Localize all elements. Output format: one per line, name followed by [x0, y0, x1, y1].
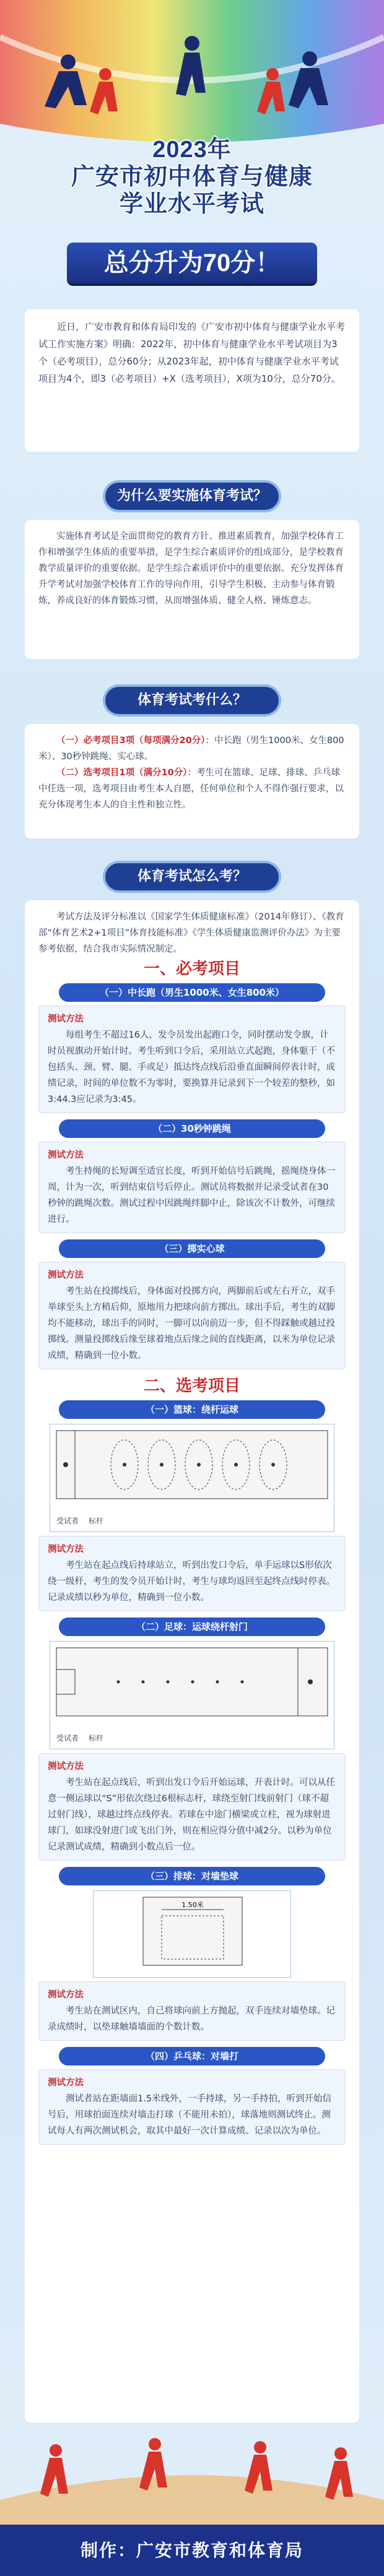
sub-football-text: 考生站在起点线后，听到出发口令后开始运球，开表计时。可以从任意一侧运球以“S”形依次绕过6根标志杆，球绕至射门线前射门（球不超过射门线），球越过终点线停表。若球在中途门横梁或立柱，视为球射进球门，如球没射进门或飞出门外，则在相应得分值中减2分。以秒为单位记录测试成绩，精确到小数点后一位。 [48, 1778, 335, 1852]
sub-rope-card [38, 1142, 346, 1233]
sub-run-card [38, 1006, 346, 1113]
sub-football-title: （二）足球：运球绕杆射门 [59, 1618, 325, 1636]
section-why-title: 为什么要实施体育考试？ [105, 483, 279, 510]
football-diagram [50, 1641, 334, 1749]
section-what-title: 体育考试考什么？ [105, 687, 279, 714]
sub-football-method: 测试方法 [48, 1762, 84, 1772]
sub-volleyball-text: 考生站在测试区内，自己将球向前上方抛起，双手连续对墙垫球。记录成绩时，以垫球触墙墙面的个数计数。 [48, 2006, 335, 2032]
runners-footer-graphic [0, 2426, 384, 2531]
sub-volleyball-method: 测试方法 [48, 1990, 84, 2000]
elective-label: （二）选考项目1项（满分10分） [56, 768, 188, 778]
title-year: 2023年 [152, 137, 232, 163]
sub-ball-card [38, 1262, 346, 1369]
sub-rope-title: （二）30秒钟跳绳 [59, 1119, 325, 1138]
required-label: （一）必考项目3项（每项满分20分） [56, 736, 206, 746]
sub-basketball-text: 考生站在起点线后持球站立，听到出发口令后，单手运球以S形依次绕一级杆，考生的发令员开始计时，考生与球均返回至起终点线时停表。记录成绩以秒为单位，精确到一位小数。 [48, 1561, 335, 1603]
legend-pole-2: 标杆 [89, 1734, 104, 1742]
footer-credit: 制作：广安市教育和体育局 [0, 2525, 384, 2576]
legend-player-2: 受试者 [56, 1734, 79, 1742]
basketball-court-svg [50, 1424, 334, 1505]
sub-run-title: （一）中长跑（男生1000米、女生800米） [59, 983, 325, 1002]
section-why-box [25, 520, 359, 659]
sub-basketball-card [38, 1536, 346, 1611]
sub-rope-text: 考生持绳的长短调至适宜长度，听到开始信号后跳绳，摇绳绕身体一周，计为一次，听到结束信号后停止。测试员将数据并记录受试者在30秒钟的跳绳次数。测试过程中因跳绳绊脚中止，除该次不计数外，可继续进行。 [48, 1166, 335, 1225]
sub-football-card [38, 1753, 346, 1861]
elective-items [38, 765, 346, 813]
sub-run-method: 测试方法 [48, 1014, 84, 1024]
volleyball-wall-svg [94, 1891, 290, 1971]
header-title [0, 136, 384, 218]
legend-pole: 标杆 [89, 1517, 104, 1525]
required-part-title: 一、必考项目 [143, 960, 240, 978]
title-line-1: 广安市初中体育与健康 [71, 164, 313, 190]
volleyball-diagram [93, 1890, 291, 1978]
sub-pingpong-title: （四）乒乓球：对墙打 [59, 2047, 325, 2066]
sub-ball-text: 考生站在投掷线后，身体面对投掷方向，两脚前后或左右开立，双手举球至头上方稍后仰，原地用力把球向前方掷出。球出手后，考生的双脚均不能移动，球出手的同时，一脚可以向前迈一步，但不得踩触或越过投掷线。测量投掷线后缘至球着地点后缘之间的直线距离，以米为单位记录成绩，精确到一位小数。 [48, 1286, 335, 1361]
volleyball-measure-label: 1.50米 [181, 1901, 204, 1909]
basketball-legend [50, 1510, 334, 1531]
section-how-box [25, 900, 359, 2423]
required-text: ：中长跑（男生1000米、女生800米）、30秒钟跳绳、实心球。 [38, 736, 344, 762]
sub-volleyball-title: （三）排球：对墙垫球 [59, 1867, 325, 1885]
sub-rope-method: 测试方法 [48, 1150, 84, 1160]
sub-pingpong-text: 测试者站在距墙面1.5米线外，一手持球，另一手持拍，听到开始信号后，用球拍面连续对墙击打球（不能用未拍），球落地则测试终止。测试每人有两次测试机会，取其中最好一次计算成绩。记录以次为单位。 [48, 2094, 332, 2136]
elective-part-title: 二、选考项目 [143, 1377, 240, 1395]
football-field-svg [50, 1642, 334, 1722]
sub-ball-method: 测试方法 [48, 1270, 84, 1280]
sub-ball-title: （三）掷实心球 [59, 1239, 325, 1258]
section-how-title: 体育考试怎么考？ [105, 863, 279, 890]
section-how-text: 考试方法及评分标准以《国家学生体质健康标准》（2014年修订）、《教育部“体育艺术2+1项目”体育技能标准》《学生体质健康监测评价办法》为主要参考依据，结合我市实际情况制定。 [38, 912, 344, 954]
sub-pingpong-card [38, 2069, 346, 2145]
sub-basketball-title: （一）篮球：绕杆运球 [59, 1400, 325, 1419]
section-what-box [25, 724, 359, 838]
basketball-diagram [50, 1424, 334, 1532]
sub-run-text: 每组考生不超过16人，发令员发出起跑口令，同时摆动发令旗，计时员视旗动开始计时。考生听到口令后，采用站立式起跑，身体躯干（不包括头、颈、臂、腿、手或足）抵达终点线后沿垂直面瞬间停表计时，成绩记录，时间的单位数不为零时，要换算并记录到下一个较差的整秒，如3:44.3应记录为3:45。 [48, 1030, 335, 1105]
score-banner: 总分升为70分！ [67, 243, 317, 283]
required-items [38, 733, 346, 765]
sub-volleyball-card [38, 1981, 346, 2041]
title-line-2: 学业水平考试 [119, 191, 264, 217]
sub-pingpong-method: 测试方法 [48, 2078, 84, 2088]
legend-player: 受试者 [56, 1517, 79, 1525]
section-why-text: 实施体育考试是全面贯彻党的教育方针、推进素质教育，加强学校体育工作和增强学生体质的重要举措，是学生综合素质评价的组成部分，是学校教育教学质量评价的重要依据。是学生综合素质评价中的重要依据。充分发挥体育升学考试对加强学校体育工作的导向作用，引导学生积极、主动参与体育锻炼，养成良好的体育锻炼习惯，从而增强体质、健全人格、锤炼意志。 [38, 532, 344, 606]
sub-basketball-method: 测试方法 [48, 1544, 84, 1554]
football-legend [50, 1728, 334, 1749]
intro-paragraph: 近日，广安市教育和体育局印发的《广安市初中体育与健康学业水平考试工作实施方案》明确：2022年，初中体育与健康学业水平考试项目为3个（必考项目），总分60分；从2023年起，初中体育与健康学业水平考试项目为4个，即3（必考项目）+X（选考项目），X项为10分，总分70分。 [25, 309, 359, 452]
elective-text: ：考生可在篮球、足球、排球、乒乓球中任选一项，选考项目由考生本人自愿，任何单位和个人不得作强行要求，以充分体现考生本人的自主性和独立性。 [38, 768, 344, 810]
